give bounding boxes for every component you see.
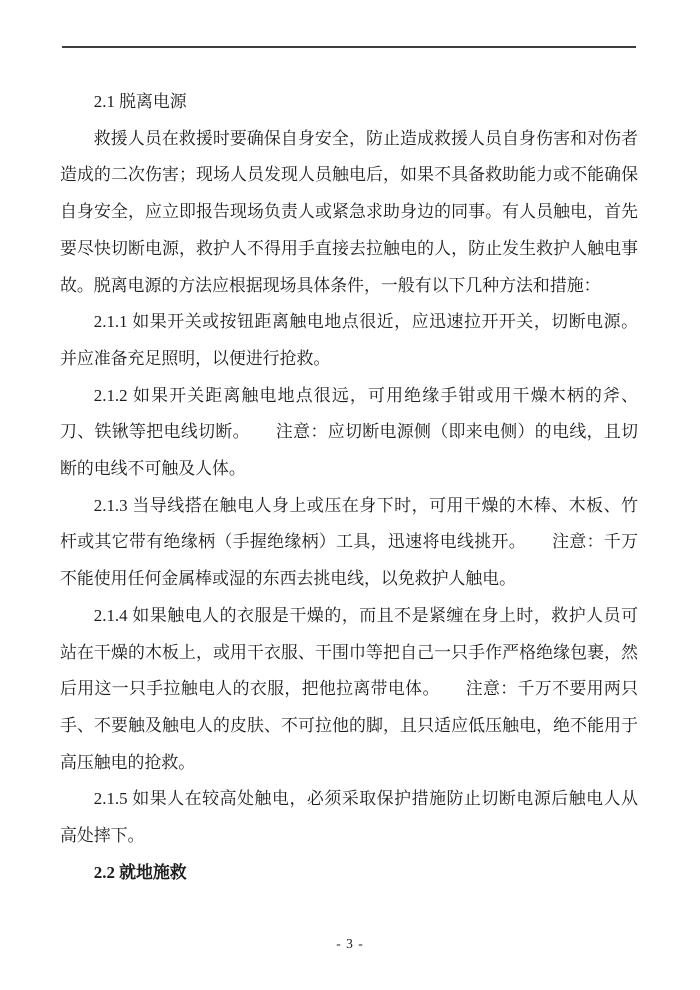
paragraph-2-1-2: 2.1.2 如果开关距离触电地点很远，可用绝缘手钳或用干燥木柄的斧、刀、铁锹等把电线切断。 注意：应切断电源侧（即来电侧）的电线，且切断的电线不可触及人体。 (60, 385, 638, 479)
paragraph-2-1-5: 2.1.5 如果人在较高处触电，必须采取保护措施防止切断电源后触电人从高处摔下。 (60, 789, 638, 846)
paragraph-2-1-1: 2.1.1 如果开关或按钮距离触电地点很近，应迅速拉开开关，切断电源。并应准备充足照明，以便进行抢救。 (60, 312, 638, 368)
page-number: - 3 - (336, 936, 364, 951)
document-body (60, 84, 638, 891)
paragraph-rescue-intro: 救援人员在救援时要确保自身安全，防止造成救援人员自身伤害和对伤者造成的二次伤害；现场人员发现人员触电后，如果不具备救助能力或不能确保自身安全，应立即报告现场负责人或紧急求助身边的同事。有人员触电，首先要尽快切断电源，救护人不得用手直接去拉触电的人，防止发生救护人触电事故。脱离电源的方法应根据现场具体条件，一般有以下几种方法和措施： (60, 128, 638, 295)
section-heading-2-2: 2.2 就地施救 (93, 862, 187, 882)
paragraph-2-1-3: 2.1.3 当导线搭在触电人身上或压在身下时，可用干燥的木棒、木板、竹杆或其它带有绝缘柄（手握绝缘柄）工具，迅速将电线挑开。 注意：千万不能使用任何金属棒或湿的东西去挑电线，以免救护人触电。 (60, 495, 638, 589)
section-heading-2-1: 2.1 脱离电源 (93, 92, 187, 111)
paragraph-2-1-4: 2.1.4 如果触电人的衣服是干燥的，而且不是紧缠在身上时，救护人员可站在干燥的木板上，或用干衣服、干围巾等把自己一只手作严格绝缘包裹，然后用这一只手拉触电人的衣服，把他拉离带电体。 注意：千万不要用两只手、不要触及触电人的皮肤、不可拉他的脚，且只适应低压触电，绝不能用于高压触电的抢救。 (60, 605, 638, 772)
header-rule (62, 46, 636, 48)
